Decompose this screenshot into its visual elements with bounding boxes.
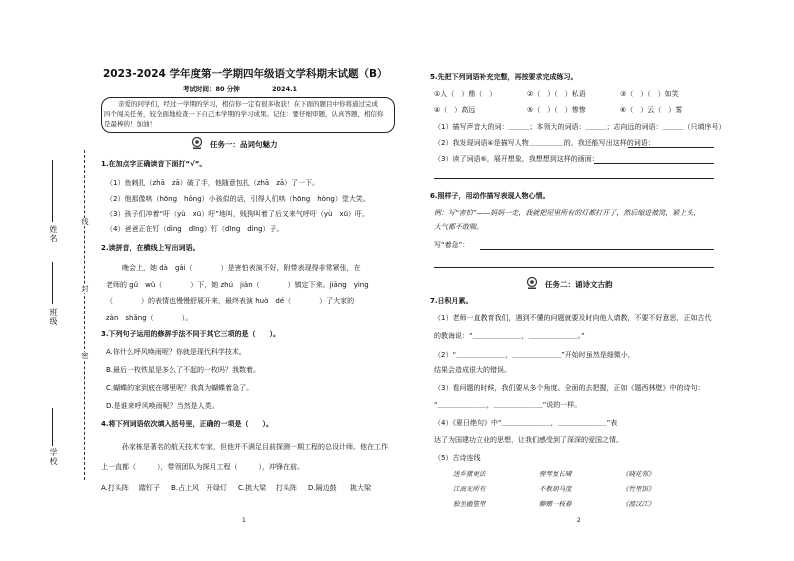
q6-answer-line-1[interactable] xyxy=(480,249,714,250)
q4-passage-2: 上一直都（ ），带领团队为探月工程（ ），冲锋在前。 xyxy=(101,463,304,471)
q3-option-b: B.最后一枚铁星是多么了不起的一枚吗？我数着。 xyxy=(106,366,261,374)
school-label: 学校 xyxy=(49,448,58,466)
q5-title: 5.先把下列词语补充完整，再按要求完成练习。 xyxy=(430,73,578,81)
q7-1-line-2: 的教诲说：“＿＿＿＿＿＿＿，＿＿＿＿＿＿＿。” xyxy=(434,332,585,340)
q6-answer-line-2[interactable] xyxy=(434,267,714,268)
q2-line-2: 老师的 gǔ wǔ（ ）下，她 zhú jiàn（ ）镇定下来。jiāng yìng xyxy=(106,281,369,289)
q6-example-2: 大气都不敢喘。 xyxy=(434,223,483,231)
q7-3-line-2: “＿＿＿＿＿＿＿，＿＿＿＿＿＿＿”说的一样。 xyxy=(434,401,582,409)
q6-example-1: 例：写“害怕”——妈妈一走，我就把屋里所有的灯都打开了，然后缩进被窝，紧上头， xyxy=(434,209,701,217)
exam-title: 2023-2024 学年度第一学期四年级语文学科期末试题（B） xyxy=(103,68,388,80)
greeting-line-1: 亲爱的同学们，经过一学期的学习，相信你一定有很多收获！在下面的题目中你将通过完成 xyxy=(118,100,378,108)
poem-mid-3[interactable]: 聊赠一枝春 xyxy=(539,500,572,508)
name-label: 姓名 xyxy=(49,225,58,243)
q5-word-4: ④（ ）高远 xyxy=(434,106,476,114)
q7-4-line-1: （4）《夏日绝句》中“＿＿＿＿＿＿＿，＿＿＿＿＿＿＿”表 xyxy=(434,419,618,427)
task1-title: 任务一：品词句魅力 xyxy=(210,140,278,149)
greeting-line-3: 是最棒的！加油！ xyxy=(104,120,156,128)
q7-title: 7.日积月累。 xyxy=(430,297,473,305)
q4-opt-a2: 踏钉子 xyxy=(139,484,160,492)
q7-2-line-2: 结果会造成很大的错误。 xyxy=(434,366,511,374)
q2-title: 2.读拼音，在横线上写出词语。 xyxy=(101,244,200,252)
exam-time: 考试时间：80 分钟 xyxy=(183,85,240,93)
trophy-icon xyxy=(190,136,204,150)
poem-right-2[interactable]: 《竹里馆》 xyxy=(622,485,655,493)
q4-opt-d1: D.隔边鼓 xyxy=(308,484,337,492)
seal-mark-seal: 封 xyxy=(81,285,89,293)
q7-2-line-1: （2）“＿＿＿＿＿＿＿，＿＿＿＿＿＿＿”开始时虽然是细微小， xyxy=(434,351,635,359)
q3-option-c: C.蝴蝶的家到底在哪里呢？我真为蝴蝶着急了。 xyxy=(106,384,254,392)
q5-word-3: ③（ ）（ ）如笑 xyxy=(620,90,679,98)
school-field[interactable] xyxy=(52,408,53,446)
poem-mid-2[interactable]: 不教胡马度 xyxy=(539,485,572,493)
seal-mark-secret: 密 xyxy=(81,352,89,360)
q4-opt-c2: 打头阵 xyxy=(276,484,297,492)
greeting-line-2: 四个闯关任务，较全面地检查一下自己本学期的学习成果。记住：要仔细审题，认真答题，相信你 xyxy=(104,110,384,118)
q5-sub-3: （3）读了词语⑥，展开想象，我想想到这样的画面： xyxy=(434,155,599,163)
exam-date: 2024.1 xyxy=(272,85,298,93)
poem-right-3[interactable]: 《渡汉江》 xyxy=(622,500,655,508)
q1-item-1: （1）鱼刺扎（zhā zā）破了手，他随意包扎（zhā zā）了一下。 xyxy=(106,179,320,187)
q5-3-answer-line-1[interactable] xyxy=(594,163,714,164)
q4-opt-a1: A.打头阵 xyxy=(101,484,129,492)
q5-word-2: ②（ ）（ ）私语 xyxy=(527,90,586,98)
q3-option-a: A.你什么呼风唤雨呢？你就是现代科学技术。 xyxy=(106,348,246,356)
poem-left-2[interactable]: 江南无所有 xyxy=(453,485,486,493)
q4-title: 4.将下列词语依次填入括号里，正确的一项是（ ）。 xyxy=(101,420,274,428)
binding-dashed-line xyxy=(84,150,85,480)
q7-4-line-2: 达了为国建功立业的思想，让我们感受到了深深的爱国之情。 xyxy=(434,436,623,444)
q4-opt-b2: 开绿灯 xyxy=(206,484,227,492)
q1-item-3: （3）孩子们冲着“吁（yù xū）吁”地叫，贱狗叫着了后又来气呼吁（yù xū）吁。 xyxy=(106,210,370,218)
q7-5-title: （5）古诗连线 xyxy=(434,454,481,462)
q7-1-line-1: （1）老师一直教育我们，遇到不懂的问题就要及时向他人请教，不要不好意思，正如古代 xyxy=(434,314,712,322)
q4-passage-1: 孙家栋是著名的航天技术专家，但他并不满足目前探测一期工程的总设计师。他在工作 xyxy=(122,443,388,451)
q1-item-2: （2）他那像哄（hōng hǒng）小孩似的话，引得人们哄（hōng hòng）堂大笑。 xyxy=(106,195,370,203)
q4-opt-b1: B.占上风 xyxy=(171,484,200,492)
task2-title: 任务二：诵诗文古韵 xyxy=(545,280,613,289)
q3-title: 3.下列句子运用的修辞手法不同于其它三项的是（ ）。 xyxy=(101,330,281,338)
poem-left-3[interactable]: 独坐幽篁里 xyxy=(453,500,486,508)
q6-write-label: 写“着急”： xyxy=(434,241,470,249)
q6-title: 6.照样子，用动作描写表现人物心情。 xyxy=(430,192,550,200)
q2-line-4: zàn shǎng（ ）。 xyxy=(106,314,193,322)
poem-left-1[interactable]: 送乡猪更法 xyxy=(453,470,486,478)
q5-word-6: ⑥（ ）云（ ）雾 xyxy=(620,106,683,114)
class-label: 班级 xyxy=(49,308,58,326)
q2-line-3: （ ）的表情也慢慢舒展开来，最终表演 huò dé（ ）了大家的 xyxy=(106,297,355,305)
q5-word-1: ①人（ ）鼎（ ） xyxy=(434,90,497,98)
q5-sub-1: （1）描写声音大的词：＿＿＿；本领大的词语：＿＿＿；志向远的词语：＿＿＿（只填序号） xyxy=(434,123,726,131)
seal-mark-line: 线 xyxy=(81,218,89,226)
page-number-1: 1 xyxy=(242,517,246,524)
q5-3-answer-line-2[interactable] xyxy=(434,178,714,179)
q7-3-line-1: （3）看问题的时候，我们要从多个角度、全面的去把握，正如《题西林壁》中的诗句： xyxy=(434,384,705,392)
q4-opt-c1: C.挑大梁 xyxy=(238,484,267,492)
q3-option-d: D.是谁来呼风唤雨呢？当然是人类。 xyxy=(106,402,219,410)
q4-opt-d2: 挑大梁 xyxy=(350,484,371,492)
trophy-icon xyxy=(525,276,539,290)
q5-2-answer-line[interactable] xyxy=(628,147,714,148)
q1-title: 1.在加点字正确读音下面打“√”。 xyxy=(101,160,207,168)
name-field[interactable] xyxy=(52,160,53,222)
poem-mid-1[interactable]: 弹琴复长啸 xyxy=(539,470,572,478)
q5-sub-2: （2）我发现词语④是描写人物＿＿＿＿＿的，我还能写出这样的词语： xyxy=(434,139,655,147)
q5-word-5: ⑤（ ）（ ）惨惨 xyxy=(527,106,586,114)
class-field[interactable] xyxy=(52,262,53,304)
page-number-2: 2 xyxy=(577,517,581,524)
q2-line-1: 晚会上，她 dà gǎi（ ）是害怕表演不好，附带表现得非常紧张，在 xyxy=(122,264,361,272)
q1-item-4: （4）爸爸正在钉（dìng dīng）钉（dīng dìng）子。 xyxy=(106,225,284,233)
poem-right-1[interactable]: 《晓花邻》 xyxy=(622,470,655,478)
